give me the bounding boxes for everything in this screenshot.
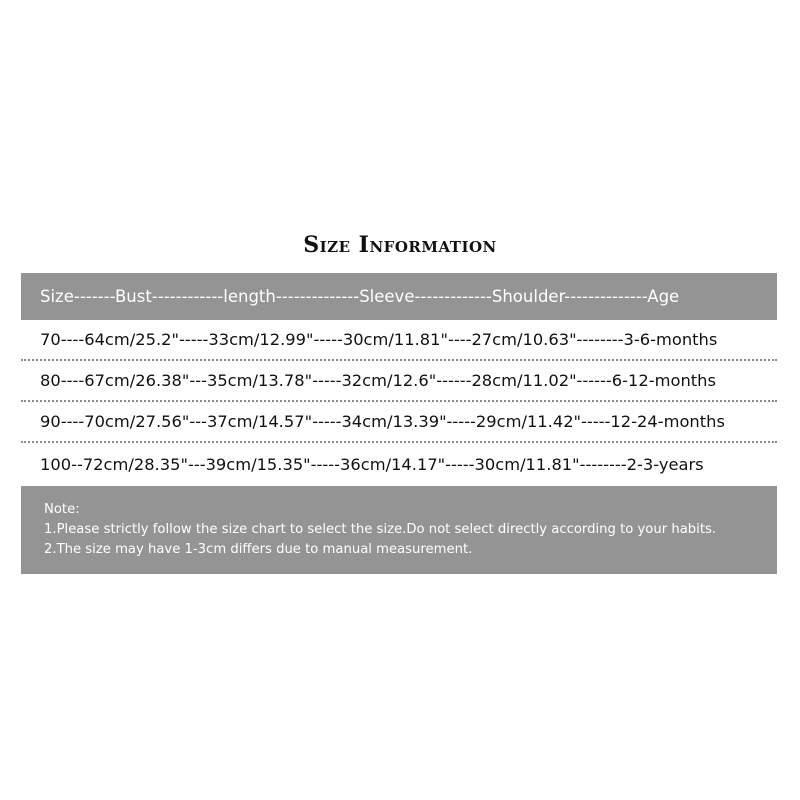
- size-row-70: [21, 320, 777, 361]
- size-table-header: [21, 273, 777, 320]
- size-row-90: [21, 402, 777, 443]
- note-heading: Note:: [44, 502, 80, 517]
- size-row-text: 70----64cm/25.2"-----33cm/12.99"-----30cm/11.81"----27cm/10.63"--------3-6-months: [40, 330, 718, 349]
- size-table-header-text: Size-------Bust------------length--------------Sleeve-------------Shoulder--------------Age: [40, 287, 680, 306]
- note-box: [21, 486, 777, 574]
- size-information-title: Size Information: [303, 232, 497, 258]
- size-row-text: 90----70cm/27.56"---37cm/14.57"-----34cm/13.39"-----29cm/11.42"-----12-24-months: [40, 412, 725, 431]
- size-row-100: [21, 444, 777, 485]
- size-row-text: 100--72cm/28.35"---39cm/15.35"-----36cm/14.17"-----30cm/11.81"--------2-3-years: [40, 455, 704, 474]
- size-row-text: 80----67cm/26.38"---35cm/13.78"-----32cm/12.6"------28cm/11.02"------6-12-months: [40, 371, 716, 390]
- size-row-80: [21, 361, 777, 402]
- note-line-1: 1.Please strictly follow the size chart to select the size.Do not select directly according to your habits.: [44, 522, 717, 537]
- note-line-2: 2.The size may have 1-3cm differs due to manual measurement.: [44, 542, 473, 557]
